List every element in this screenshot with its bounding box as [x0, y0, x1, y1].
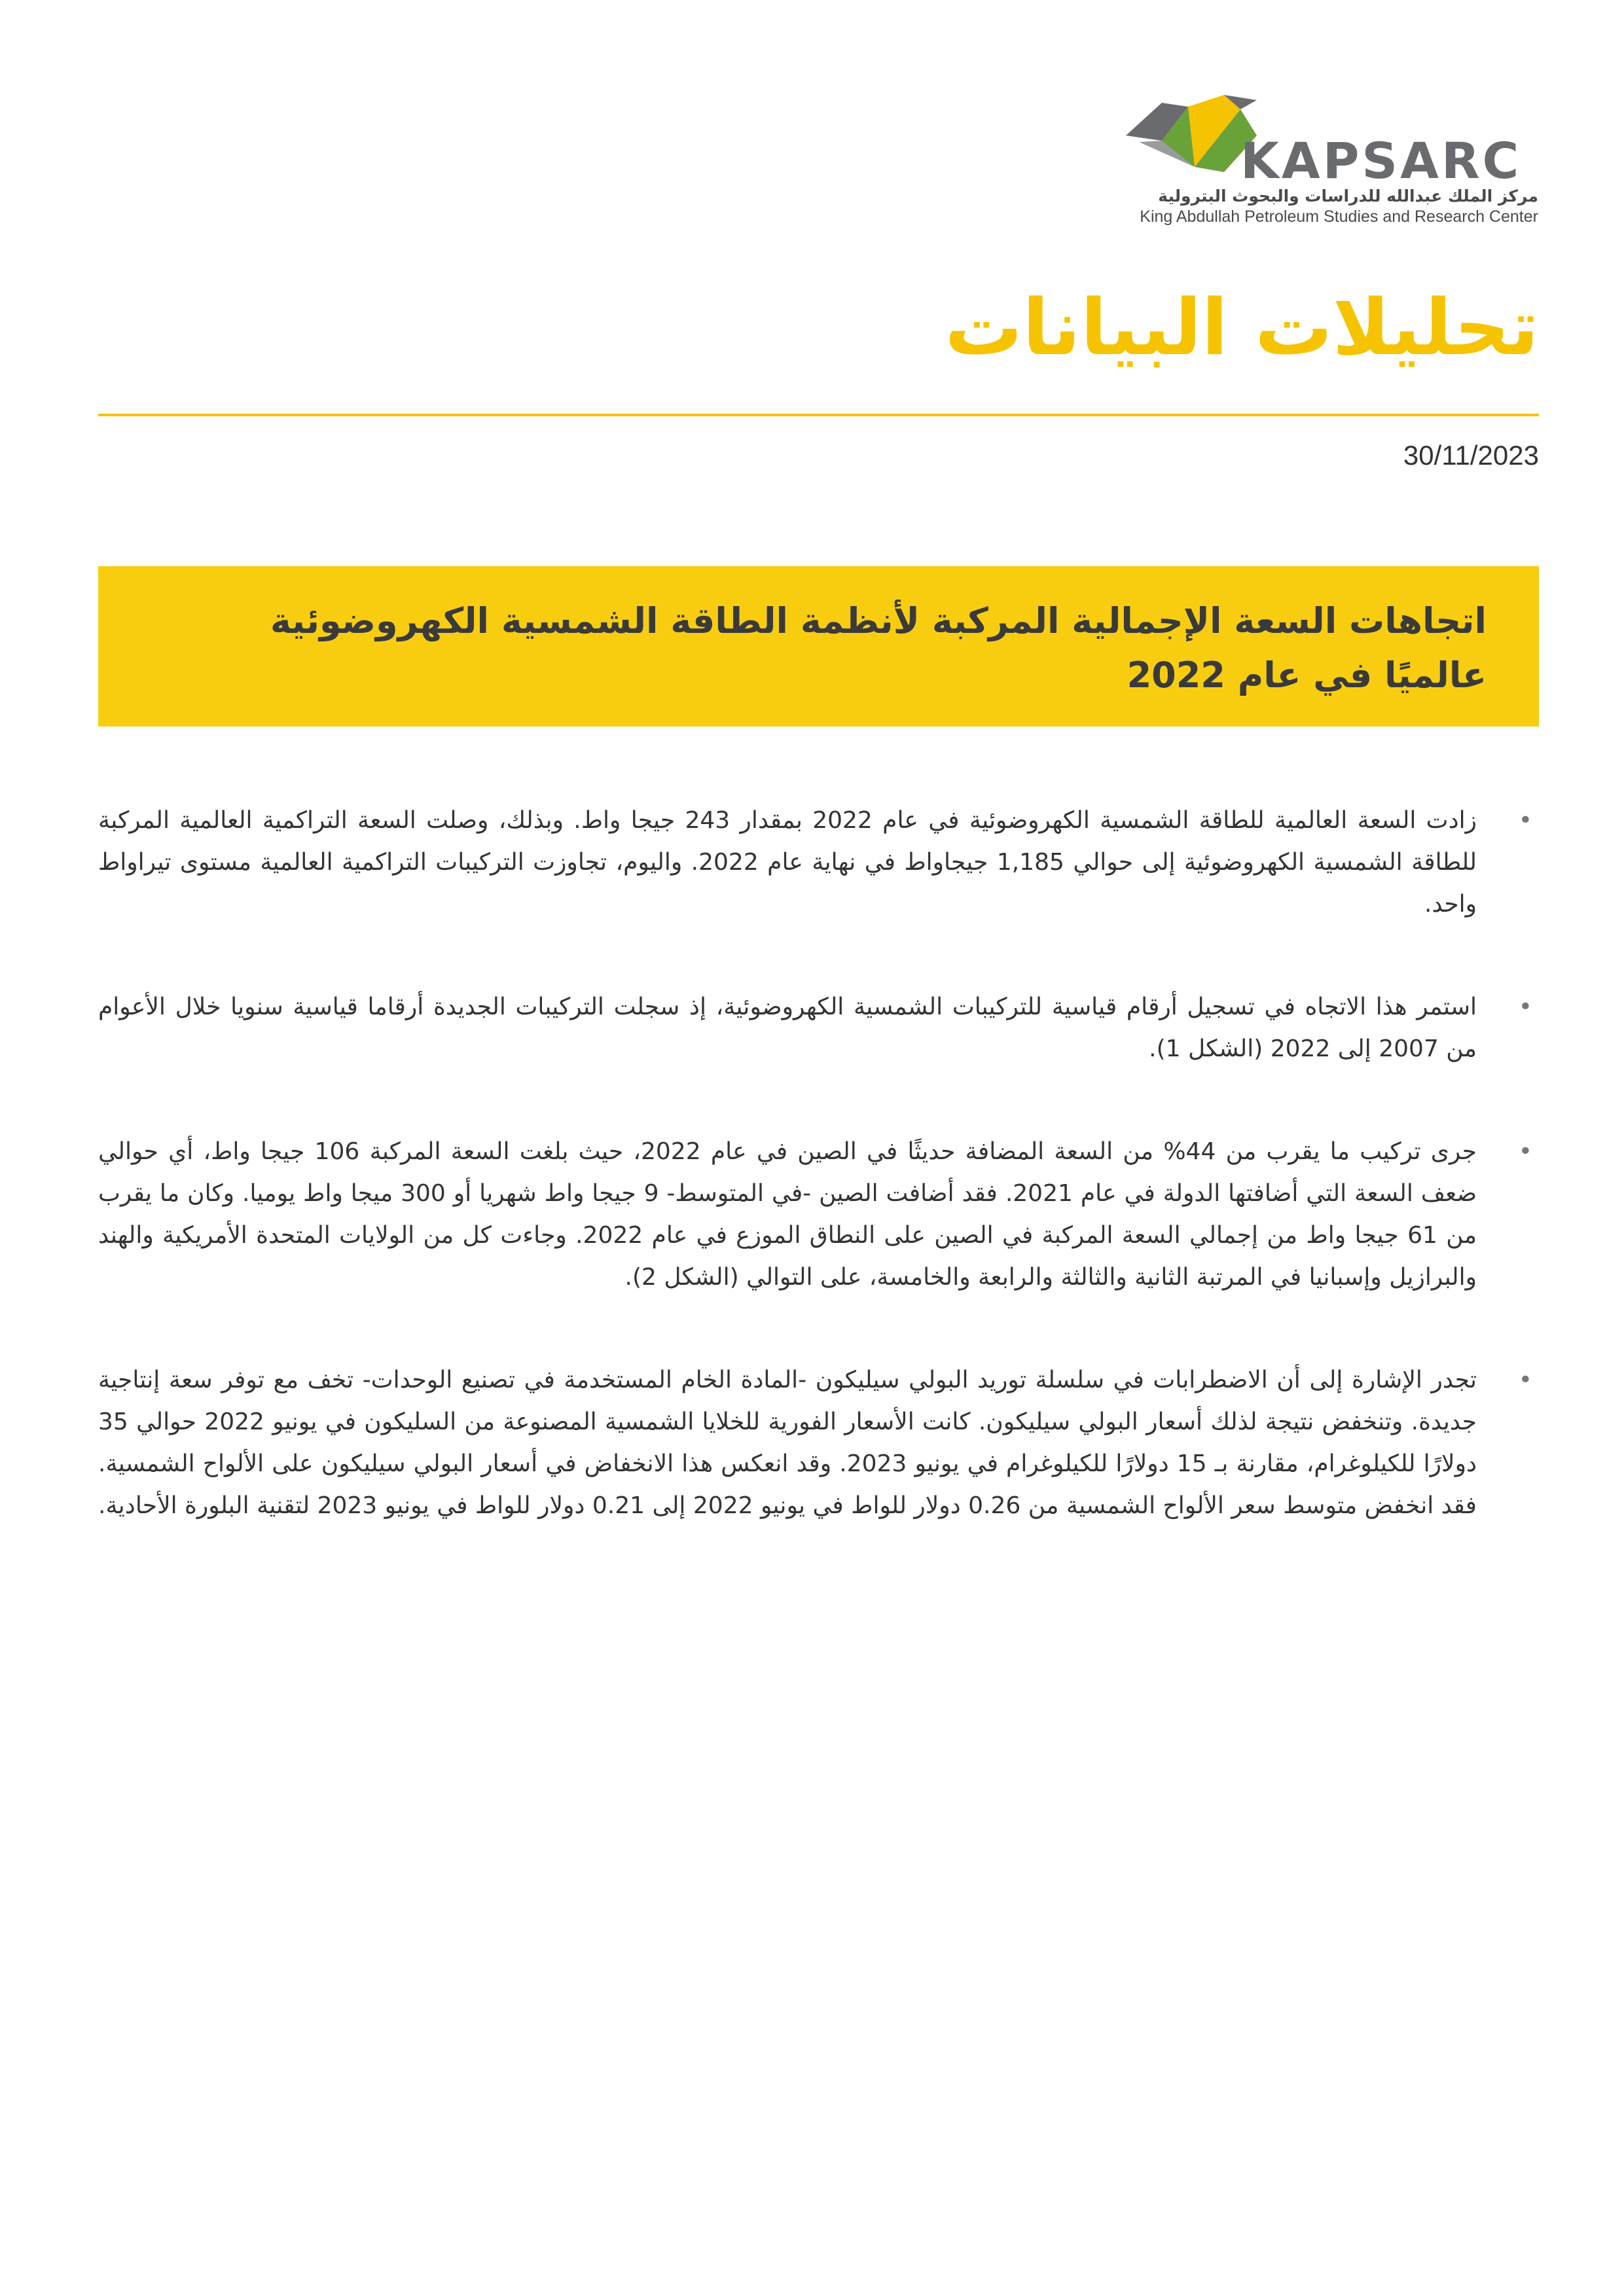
list-item	[98, 1359, 1539, 1527]
list-item-text: استمر هذا الاتجاه في تسجيل أرقام قياسية للتركيبات الشمسية الكهروضوئية، إذ سجلت التركيبات الجديدة أرقاما قياسية سنويا خلال الأعوام من 2007 إلى 2022 (الشكل 1).	[98, 994, 1477, 1062]
list-item	[98, 800, 1539, 925]
headline-text: اتجاهات السعة الإجمالية المركبة لأنظمة الطاقة الشمسية الكهروضوئية عالميًا في عام 2022	[270, 600, 1487, 696]
bullet-icon: •	[1518, 994, 1532, 1020]
logo-english-name: King Abdullah Petroleum Studies and Research Center	[1140, 207, 1538, 226]
list-item	[98, 986, 1539, 1070]
title-divider	[98, 414, 1539, 416]
logo-arabic-name: مركز الملك عبدالله للدراسات والبحوث البترولية	[1158, 187, 1538, 206]
page-title: تحليلات البيانات	[945, 282, 1539, 372]
publication-date: 30/11/2023	[1403, 440, 1539, 471]
list-item-text: زادت السعة العالمية للطاقة الشمسية الكهروضوئية في عام 2022 بمقدار 243 جيجا واط. وبذلك، وصلت السعة التراكمية العالمية المركبة للطاقة الشمسية الكهروضوئية إلى حوالي 1,185 جيجاواط في نهاية عام 2022. واليوم، تجاوزت التركيبات التراكمية العالمية مستوى تيراواط واحد.	[98, 807, 1477, 918]
logo-wordmark: KAPSARC	[1240, 132, 1522, 190]
bullet-icon: •	[1518, 1367, 1532, 1393]
key-findings-list	[98, 800, 1539, 1588]
bullet-icon: •	[1518, 1138, 1532, 1165]
headline-banner	[98, 566, 1539, 726]
list-item	[98, 1131, 1539, 1299]
bullet-icon: •	[1518, 807, 1532, 834]
list-item-text: جرى تركيب ما يقرب من 44% من السعة المضافة حديثًا في الصين في عام 2022، حيث بلغت السعة المركبة 106 جيجا واط، أي حوالي ضعف السعة التي أضافتها الدولة في عام 2021. فقد أضافت الصين -في المتوسط- 9 جيجا واط شهريا أو 300 ميجا واط يوميا. وكان ما يقرب من 61 جيجا واط من إجمالي السعة المركبة في الصين على النطاق الموزع في عام 2022. وجاءت كل من الولايات المتحدة الأمريكية والهند والبرازيل وإسبانيا في المرتبة الثانية والثالثة والرابعة والخامسة، على التوالي (الشكل 2).	[98, 1138, 1477, 1291]
list-item-text: تجدر الإشارة إلى أن الاضطرابات في سلسلة توريد البولي سيليكون -المادة الخام المستخدمة في تصنيع الوحدات- تخف مع توفر سعة إنتاجية جديدة. وتنخفض نتيجة لذلك أسعار البولي سيليكون. كانت الأسعار الفورية للخلايا الشمسية المصنوعة من السليكون في يونيو 2022 حوالي 35 دولارًا للكيلوغرام، مقارنة بـ 15 دولارًا للكيلوغرام في يونيو 2023. وقد انعكس هذا الانخفاض في أسعار البولي سيليكون على الألواح الشمسية. فقد انخفض متوسط سعر الألواح الشمسية من 0.26 دولار للواط في يونيو 2022 إلى 0.21 دولار للواط في يونيو 2023 لتقنية البلورة الأحادية.	[98, 1367, 1477, 1519]
kapsarc-logo	[1126, 95, 1538, 226]
